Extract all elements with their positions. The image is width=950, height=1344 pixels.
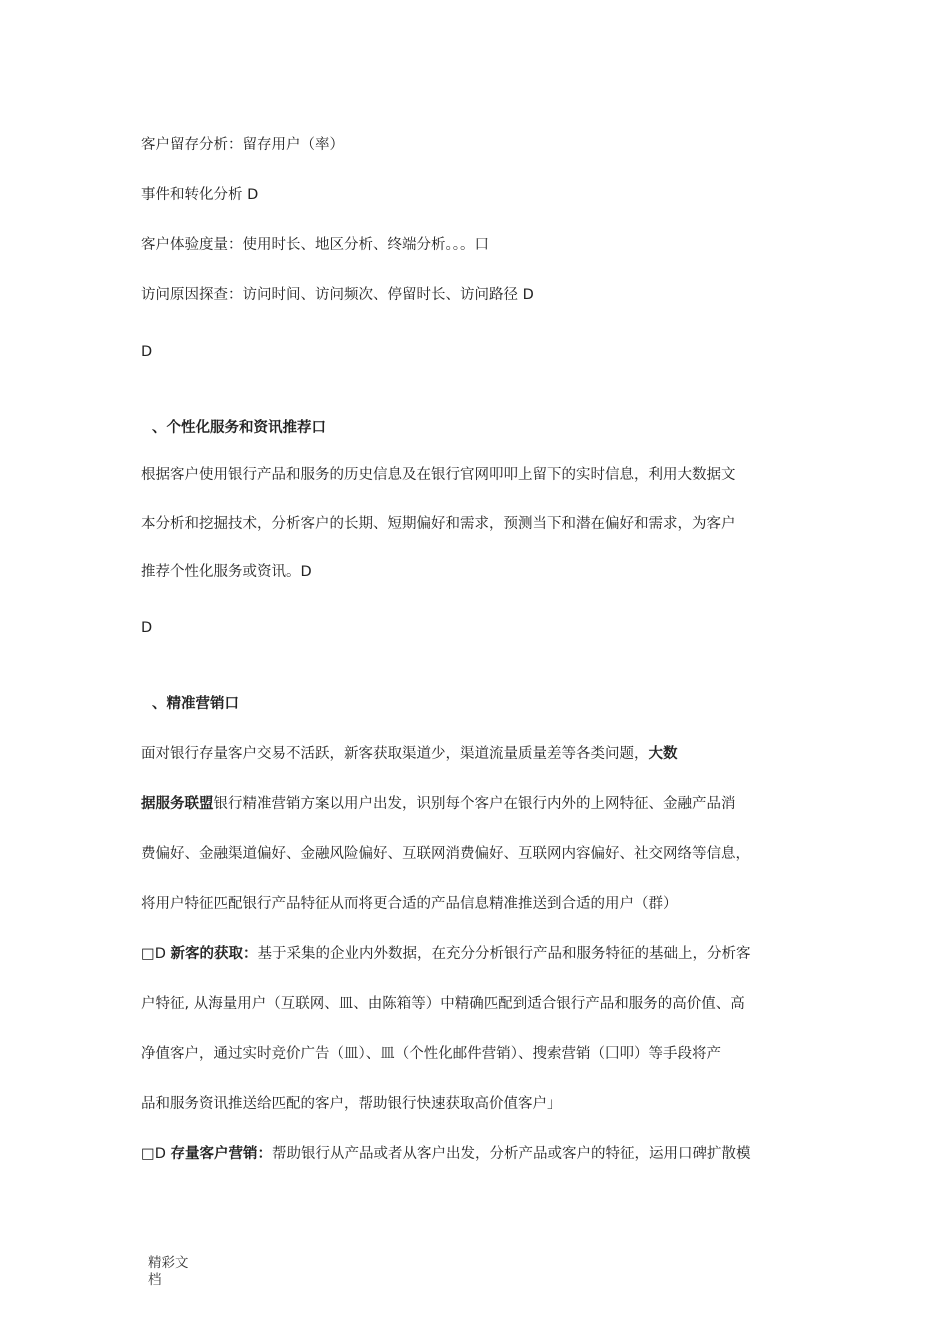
text-segment: 基于采集的企业内外数据，在充分分析银行产品和服务特征的基础上，分析客 <box>257 946 751 962</box>
bullet-marker: □D <box>141 946 171 962</box>
bold-text-segment: 大数 <box>648 746 678 762</box>
paragraph-line: 费偏好、金融渠道偏好、金融风险偏好、互联网消费偏好、互联网内容偏好、社交网络等信息， <box>141 846 750 862</box>
text-line: 客户体验度量：使用时长、地区分析、终端分析。。。口 <box>141 237 489 253</box>
bold-text-segment: 新客的获取： <box>170 946 258 962</box>
text-line: D <box>141 620 153 636</box>
text-line: 事件和转化分析 D <box>141 187 259 203</box>
footer-text: 档 <box>148 1272 162 1288</box>
paragraph-line <box>141 744 808 764</box>
paragraph-line: 净值客户，通过实时竞价广告（皿）、皿（个性化邮件营销）、搜索营销（囗叩）等手段将产 <box>141 1046 721 1062</box>
footer-text: 精彩文 <box>148 1255 189 1271</box>
bold-text-segment: 存量客户营销： <box>170 1146 272 1162</box>
page-footer <box>148 1255 208 1289</box>
text-line: 访问原因探查：访问时间、访问频次、停留时长、访问路径 D <box>141 287 534 303</box>
section-heading: 、个性化服务和资讯推荐口 <box>152 420 326 436</box>
text-segment: 银行精准营销方案以用户出发，识别每个客户在银行内外的上网特征、金融产品消 <box>213 796 736 812</box>
paragraph-line: 品和服务资讯推送给匹配的客户，帮助银行快速获取高价值客户」 <box>141 1096 562 1112</box>
paragraph-line: 推荐个性化服务或资讯。D <box>141 564 312 580</box>
text-segment: 帮助银行从产品或者从客户出发，分析产品或客户的特征，运用口碑扩散模 <box>271 1146 751 1162</box>
paragraph-line: 将用户特征匹配银行产品特征从而将更合适的产品信息精准推送到合适的用户（群） <box>141 896 678 912</box>
bullet-marker: □D <box>141 1146 171 1162</box>
paragraph-line: 户特征, 从海量用户（互联网、皿、由陈箱等）中精确匹配到适合银行产品和服务的高价值、高 <box>141 996 745 1012</box>
bullet-line <box>141 1144 808 1164</box>
text-line: D <box>141 344 153 360</box>
text-segment: 面对银行存量客户交易不活跃，新客获取渠道少，渠道流量质量差等各类问题， <box>141 746 649 762</box>
text-line: 客户留存分析：留存用户（率） <box>141 137 344 153</box>
bullet-line <box>141 944 808 964</box>
paragraph-line: 本分析和挖掘技术，分析客户的长期、短期偏好和需求，预测当下和潜在偏好和需求，为客户 <box>141 516 736 532</box>
paragraph-line <box>141 794 808 814</box>
bold-text-segment: 据服务联盟 <box>141 796 214 812</box>
section-heading: 、精准营销口 <box>152 696 239 712</box>
paragraph-line: 根据客户使用银行产品和服务的历史信息及在银行官网叩叩上留下的实时信息，利用大数据文 <box>141 467 736 483</box>
